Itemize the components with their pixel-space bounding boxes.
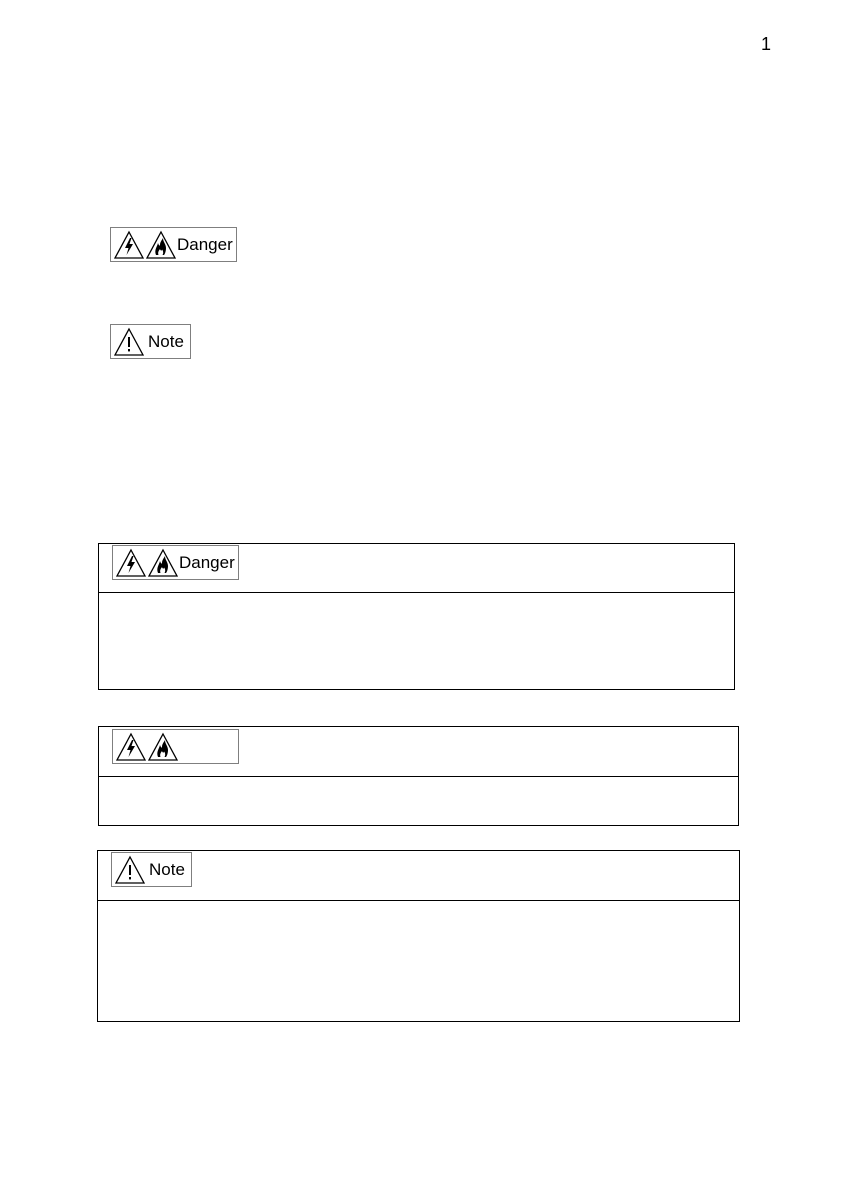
high-voltage-icon	[115, 732, 147, 762]
exclamation-icon	[114, 855, 146, 885]
hazard-box-header-label	[112, 729, 239, 764]
legend-note-text: Note	[148, 331, 184, 351]
high-voltage-icon	[113, 230, 145, 260]
note-box-divider	[98, 900, 739, 901]
exclamation-icon	[113, 327, 145, 357]
danger-box-header-text: Danger	[179, 552, 235, 572]
note-box-header-label	[111, 852, 192, 887]
hazard-box	[98, 726, 739, 826]
legend-note-label	[110, 324, 191, 359]
danger-box-divider	[99, 592, 734, 593]
fire-hazard-icon	[147, 732, 179, 762]
page-number: 1	[761, 34, 772, 54]
hazard-box-divider	[99, 776, 738, 777]
high-voltage-icon	[115, 548, 147, 578]
legend-danger-label	[110, 227, 237, 262]
legend-danger-text: Danger	[177, 234, 233, 254]
note-box-header-text: Note	[149, 859, 185, 879]
danger-box	[98, 543, 735, 690]
fire-hazard-icon	[145, 230, 177, 260]
fire-hazard-icon	[147, 548, 179, 578]
note-box	[97, 850, 740, 1022]
danger-box-header-label	[112, 545, 239, 580]
